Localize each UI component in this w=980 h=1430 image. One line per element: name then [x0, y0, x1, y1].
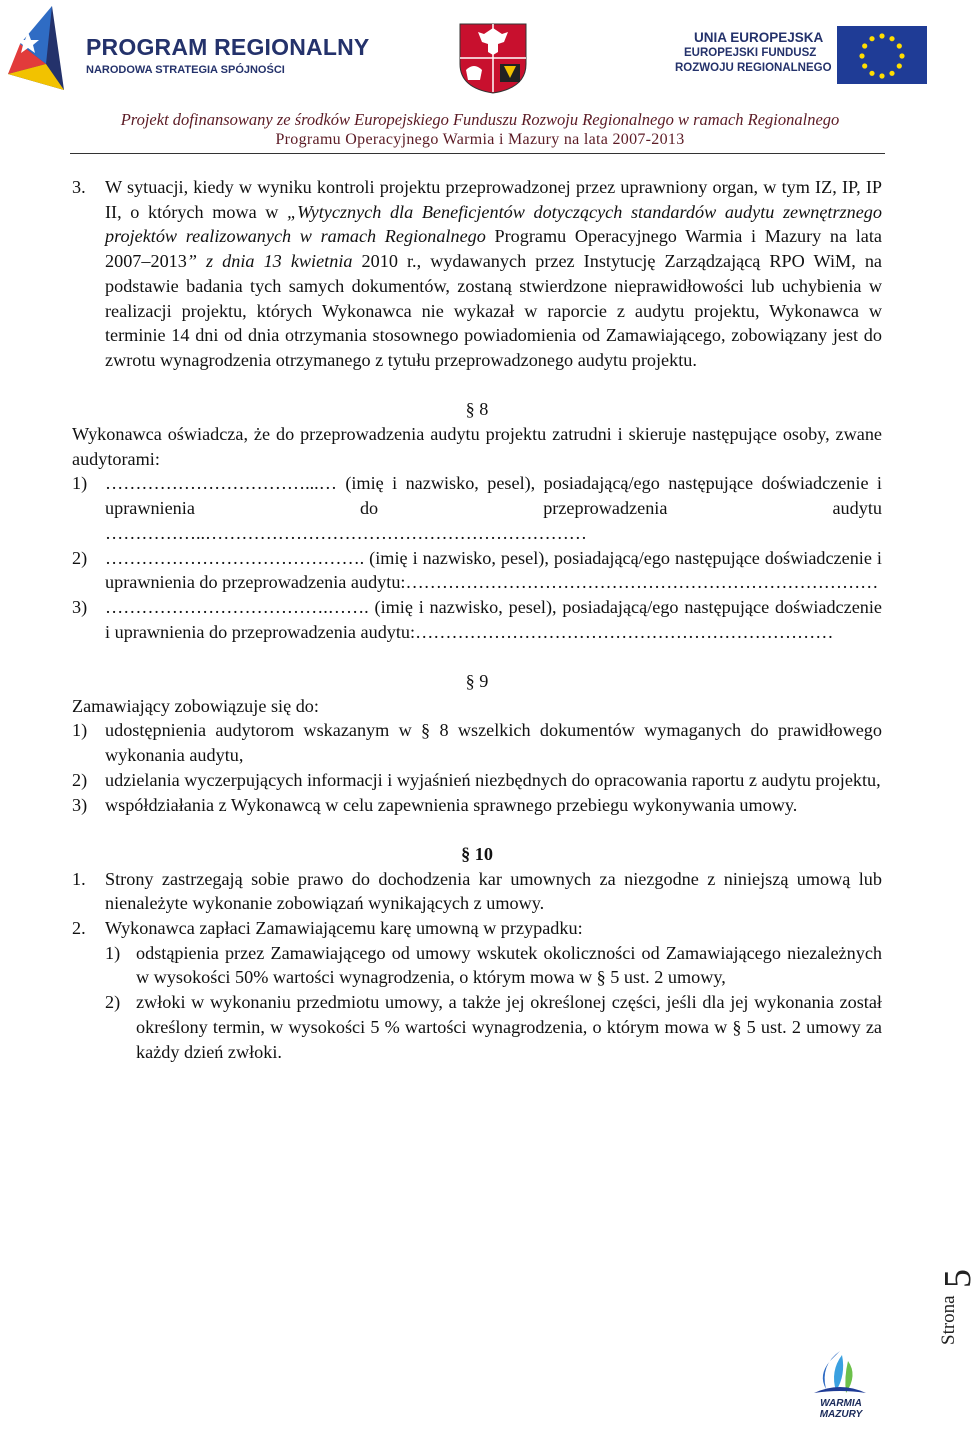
obligation-item: [72, 718, 882, 767]
auditor-text: ……………………………….……. (imię i nazwisko, pesel), posiadającą/ego następujące doświadczenie i uprawnienia do przeprowadzenia audytu:……………………………………………………………: [105, 596, 882, 642]
logo-line1: WARMIA: [820, 1398, 862, 1409]
obligation-text: udzielania wyczerpujących informacji i wyjaśnień niezbędnych do opracowania raportu z audytu projektu,: [105, 769, 881, 790]
program-subtitle: NARODOWA STRATEGIA SPÓJNOŚCI: [86, 64, 285, 76]
eu-fund-line2: ROZWOJU REGIONALNEGO: [675, 62, 832, 74]
penalty-subitem: [105, 990, 882, 1064]
penalty-subitem: [105, 941, 882, 990]
section-8-intro: Wykonawca oświadcza, że do przeprowadzenia audytu projektu zatrudni i skieruje następujące osoby, zwane audytorami:: [72, 424, 882, 469]
auditor-item: [72, 471, 882, 545]
list-number: 3): [72, 794, 88, 815]
clause-text: [105, 175, 882, 373]
auditor-text: ……………………………...… (imię i nazwisko, pesel), posiadającą/ego następujące doświadczenie i uprawnienia do przeprowadzenia audytu ……………..………………………………………………………: [105, 473, 882, 543]
logo-line2: MAZURY: [819, 1409, 863, 1420]
program-title: PROGRAM REGIONALNY: [86, 34, 370, 60]
eu-fund-line1: EUROPEJSKI FUNDUSZ: [684, 47, 817, 59]
project-funding-line2: Programu Operacyjnego Warmia i Mazury na lata 2007-2013: [275, 131, 685, 148]
penalty-subitem-text: odstąpienia przez Zamawiającego od umowy wskutek okoliczności od Zamawiającego niezależnych w wysokości 50% wartości wynagrodzenia, o którym mowa w § 5 ust. 2 umowy,: [136, 942, 882, 988]
obligation-text: udostępnienia audytorom wskazanym w § 8 wszelkich dokumentów wymaganych do prawidłowego wykonania audytu,: [105, 720, 882, 766]
clause-text-part: W sytuacji, kiedy w wyniku kontroli projektu przeprowadzonej przez uprawniony organ, w tym IZ, IP, IP II, o których mowa w: [105, 177, 882, 222]
page-header: [0, 0, 960, 160]
penalty-subitem-text: zwłoki w wykonaniu przedmiotu umowy, a także jej określonej części, jeśli dla jej wykonania został określony termin, w wysokości 5 % wartości wynagrodzenia, o którym mowa w § 5 ust. 2 umowy za każdy dzień zwłoki.: [136, 992, 882, 1062]
program-regionalny-emblem-icon: [6, 4, 81, 94]
warmia-mazury-logo-text: [810, 1398, 872, 1420]
document-body: [72, 175, 882, 1064]
clause-item: [72, 175, 882, 373]
coat-of-arms-icon: [458, 22, 528, 94]
obligation-item: [72, 793, 882, 818]
penalty-text: Wykonawca zapłaci Zamawiającemu karę umowną w przypadku:: [105, 918, 583, 939]
clause-text-part: Programu Operacyjnego Warmia i Mazury na lata 2007–2013: [105, 226, 882, 272]
program-regionalny-logo: [6, 4, 370, 94]
guidelines-date: ” z dnia 13 kwietnia: [186, 251, 353, 272]
list-number: 2.: [72, 918, 86, 939]
list-number: 1): [72, 720, 88, 741]
eu-flag-icon: [837, 26, 927, 84]
warmia-mazury-crest: [458, 22, 528, 94]
page-word: Strona: [938, 1295, 959, 1345]
section-heading-10: § 10: [461, 843, 493, 864]
penalty-text: Strony zastrzegają sobie prawo do dochodzenia kar umownych za niezgodne z niniejszą umową lub nienależyte wykonanie zobowiązań wynikających z umowy.: [105, 868, 882, 914]
list-number: 1): [105, 942, 121, 963]
list-number: 2): [105, 992, 121, 1013]
guidelines-title: „Wytycznych dla Beneficjentów dotyczących standardów audytu zewnętrznego projektów realizowanych w ramach Regionalnego: [105, 201, 882, 247]
penalty-item: [72, 916, 882, 941]
obligation-item: [72, 768, 882, 793]
project-funding-line1: Projekt dofinansowany ze środków Europejskiego Funduszu Rozwoju Regionalnego w ramach Regionalnego: [120, 110, 840, 129]
eu-logo: [640, 18, 940, 88]
auditor-item: [72, 546, 882, 595]
list-number: 2): [72, 769, 88, 790]
section-9-intro: Zamawiający zobowiązuje się do:: [72, 695, 319, 716]
page-number: 5: [937, 1269, 979, 1288]
section-heading-8: § 8: [465, 399, 489, 420]
clause-text-part: 2010 r., wydawanych przez Instytucję Zarządzającą RPO WiM, na podstawie badania tych samych dokumentów, zostaną stwierdzone nieprawidłowości lub uchybienia w realizacji projektu, których Wykonawca nie wykazał w raporcie z audytu projektu, Wykonawca w terminie 14 dni od dnia otrzymania stosownego powiadomienia od Zamawiającego, zobowiązany jest do zwrotu wynagrodzenia otrzymanego z tytułu przeprowadzonego audytu projektu.: [105, 251, 882, 370]
page-number-label: [930, 1260, 979, 1350]
clause-number: 3.: [72, 177, 86, 197]
list-number: 2): [72, 547, 88, 568]
header-divider: [70, 153, 885, 154]
auditor-text: ……………………………………. (imię i nazwisko, pesel), posiadającą/ego następujące doświadczenie i uprawnienia do przeprowadzenia audytu:……………………………………………………………………: [105, 547, 882, 593]
list-number: 3): [72, 596, 88, 617]
penalty-item: [72, 867, 882, 916]
list-number: 1): [72, 473, 88, 494]
section-heading-9: § 9: [465, 671, 489, 692]
eu-title: UNIA EUROPEJSKA: [694, 30, 824, 45]
list-number: 1.: [72, 868, 86, 889]
auditor-item: [72, 595, 882, 644]
obligation-text: współdziałania z Wykonawcą w celu zapewnienia sprawnego przebiegu wykonywania umowy.: [105, 794, 798, 815]
